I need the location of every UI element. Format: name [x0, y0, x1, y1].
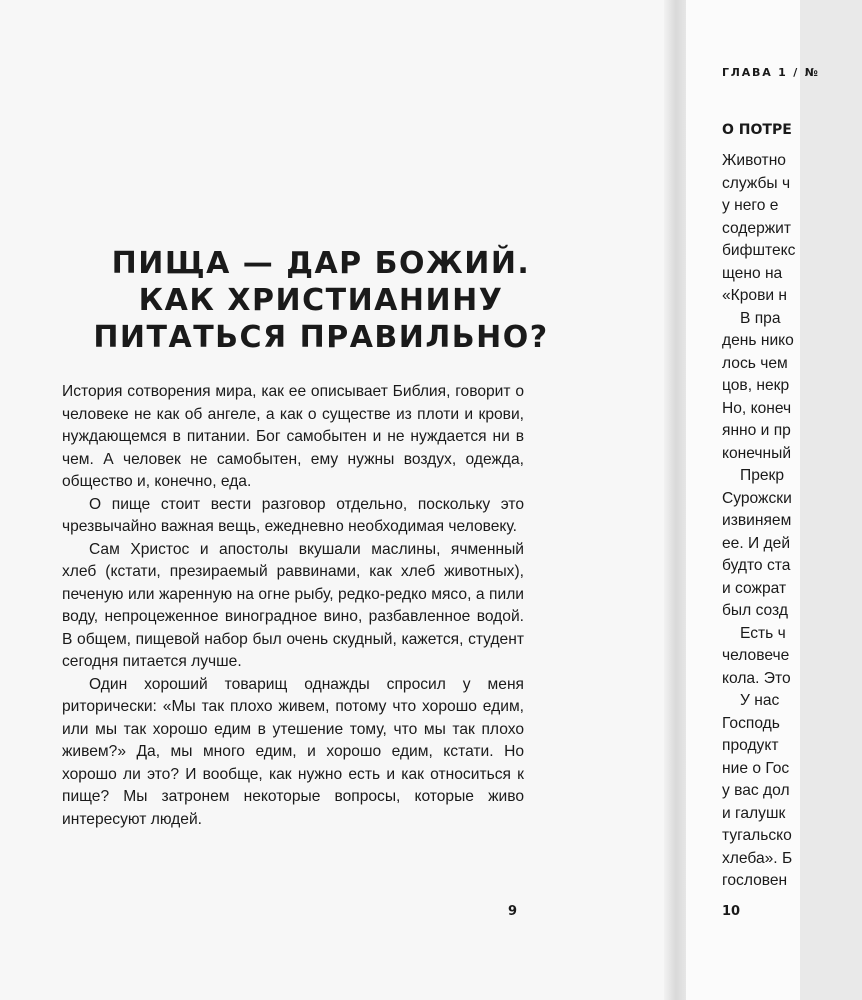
text-line: кола. Это: [722, 669, 791, 687]
text-line: ние о Гос: [722, 759, 790, 777]
text-line: тугальско: [722, 827, 792, 844]
text-line: щено на: [722, 264, 783, 282]
text-line: «Крови н: [722, 287, 788, 304]
body-text: [62, 381, 524, 831]
title-line: КАК ХРИСТИАНИНУ: [138, 283, 504, 318]
page-number: 10: [722, 904, 741, 919]
title-line: ПИЩА — ДАР БОЖИЙ.: [111, 246, 531, 281]
text-line: лось чем: [722, 354, 788, 372]
text-line: цов, некр: [722, 377, 790, 394]
text-line: будто ста: [722, 557, 791, 574]
body-text-cropped: [722, 150, 862, 893]
book-spine: [664, 0, 686, 1000]
text-line: В пра: [740, 309, 781, 327]
text-line: ее. И дей: [722, 534, 791, 552]
text-line: бифштекс: [722, 242, 796, 259]
text-line: Есть ч: [740, 624, 786, 642]
text-line: содержит: [722, 219, 792, 237]
text-line: гословен: [722, 872, 788, 889]
text-line: продукт: [722, 737, 779, 754]
text-line: у него е: [722, 197, 779, 214]
text-line: у вас дол: [722, 782, 790, 799]
text-line: и сожрат: [722, 579, 787, 597]
right-page: [686, 0, 820, 1000]
paragraph: Один хороший товарищ однажды спросил у меня риторически: «Мы так плохо живем, потому что хорошо едим, или мы так хорошо едим в утешение тому, что мы так плохо живем?» Да, мы много едим, и хорошо едим, кстати. Но хорошо ли это? И вообще, как нужно есть и как относиться к пище? Мы затронем некоторые вопросы, которые живо интересуют людей.: [62, 675, 524, 828]
text-line: Прекр: [740, 467, 785, 484]
paragraph: История сотворения мира, как ее описывает Библия, говорит о человеке не как об ангеле, а как о существе из плоти и крови, нуждающемся в питании. Бог самобытен и не нуждается ни в чем. А человек не самобытен, ему нужны воздух, одежда, общество и, конечно, еда.: [62, 383, 524, 490]
text-line: Господь: [722, 714, 780, 732]
text-line: Сурожски: [722, 489, 792, 507]
page-number: 9: [508, 904, 518, 919]
text-line: день нико: [722, 332, 794, 349]
paragraph: Сам Христос и апостолы вкушали маслины, ячменный хлеб (кстати, презираемый раввинами, как хлеб животных), печеную или жаренную на огне рыбу, редко-редко мясо, а пили воду, непроцеженное виноградное вино, разбавленное водой. В общем, пищевой набор был очень скудный, кажется, студент сегодня питается лучше.: [62, 540, 524, 670]
text-line: Но, конеч: [722, 399, 792, 417]
text-line: был созд: [722, 602, 788, 619]
text-line: янно и пр: [722, 422, 791, 439]
chapter-title: [60, 245, 582, 356]
text-line: конечный: [722, 444, 792, 462]
text-line: и галушк: [722, 804, 786, 822]
text-line: службы ч: [722, 174, 791, 192]
paragraph: О пище стоит вести разговор отдельно, поскольку это чрезвычайно важная вещь, ежедневно необходимая человеку.: [62, 495, 524, 535]
text-line: У нас: [740, 692, 780, 709]
text-line: Животно: [722, 152, 786, 169]
text-line: человече: [722, 647, 790, 664]
title-line: ПИТАТЬСЯ ПРАВИЛЬНО?: [93, 320, 549, 355]
running-head: ГЛАВА 1 / №: [722, 66, 820, 79]
text-line: извиняем: [722, 512, 792, 529]
section-heading: О ПОТРЕ: [722, 122, 792, 138]
text-line: хлеба». Б: [722, 849, 793, 867]
